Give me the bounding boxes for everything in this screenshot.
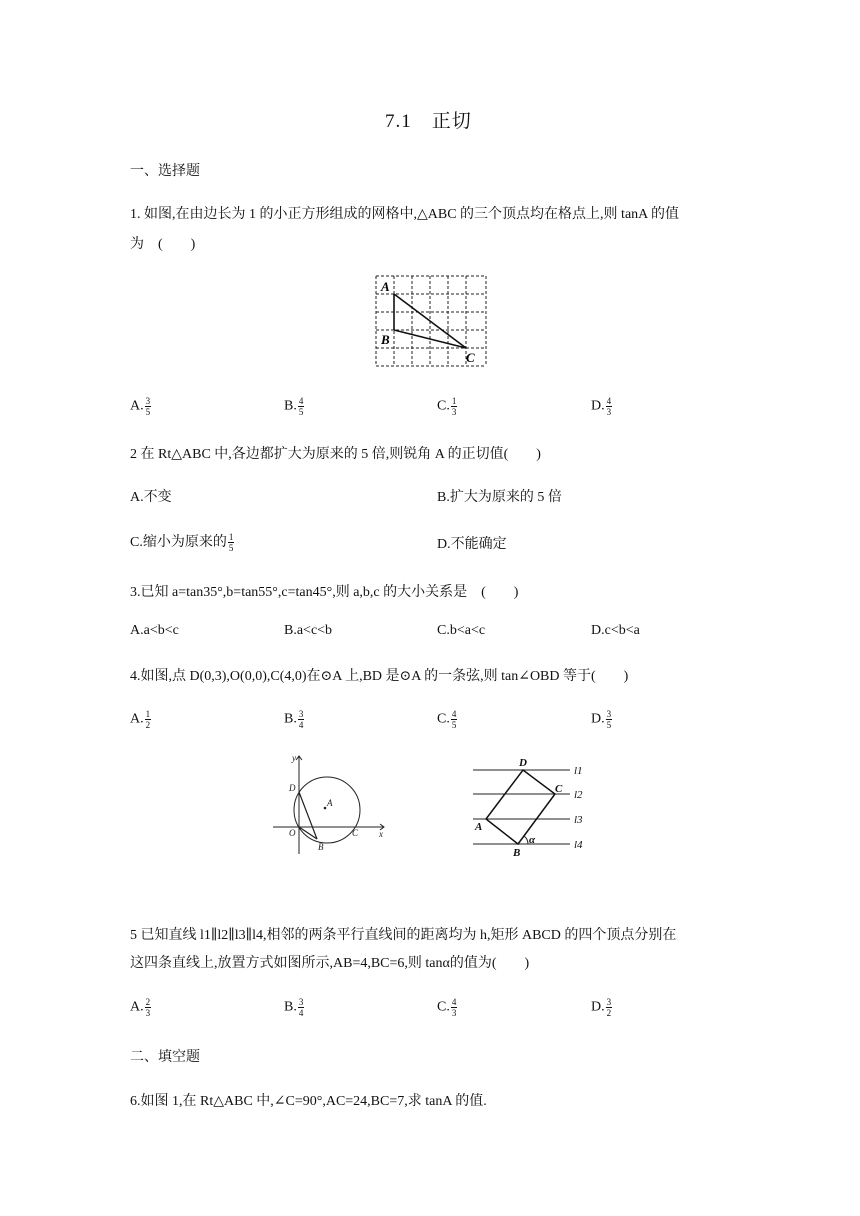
- q5-stem-line2: 这四条直线上,放置方式如图所示,AB=4,BC=6,则 tanα的值为( ): [130, 956, 530, 971]
- q2-option-d: D.不能确定: [437, 537, 507, 552]
- q3-option-a: A.a<b<c: [130, 623, 179, 638]
- q1-option-c: C. $\frac{1}{3}$: [437, 396, 457, 417]
- q5-label-d: D: [519, 757, 527, 769]
- q1-stem-line2: 为 ( ): [130, 237, 196, 252]
- q5-option-b: B. $\frac{3}{4}$: [284, 997, 304, 1018]
- q2-option-a: A.不变: [130, 490, 172, 505]
- q4-circle-figure: [270, 752, 390, 862]
- q4-label-o: O: [289, 828, 296, 838]
- q5-label-l1: l1: [574, 765, 583, 777]
- q4-stem: 4.如图,点 D(0,3),O(0,0),C(4,0)在⊙A 上,BD 是⊙A 的一条弦,则 tan∠OBD 等于( ): [130, 669, 629, 684]
- q1-label-b: B: [381, 332, 390, 347]
- q4-label-a: A: [327, 798, 333, 808]
- q5-label-alpha: α: [529, 834, 536, 846]
- q6-stem: 6.如图 1,在 Rt△ABC 中,∠C=90°,AC=24,BC=7,求 tanA 的值.: [130, 1094, 487, 1109]
- q5-parallel-lines-figure: [468, 752, 598, 862]
- q4-option-b: B. $\frac{3}{4}$: [284, 709, 304, 730]
- q1-grid-figure: [372, 272, 490, 370]
- q1-stem-line1: 1. 如图,在由边长为 1 的小正方形组成的网格中,△ABC 的三个顶点均在格点上,则 tanA 的值: [130, 207, 679, 222]
- q4-label-d: D: [289, 783, 296, 793]
- section-heading-choice: 一、选择题: [130, 164, 200, 179]
- q5-stem-line1: 5 已知直线 l1∥l2∥l3∥l4,相邻的两条平行直线间的距离均为 h,矩形 ABCD 的四个顶点分别在: [130, 928, 677, 943]
- q5-label-c: C: [555, 783, 563, 795]
- q4-option-d: D. $\frac{3}{5}$: [591, 709, 612, 730]
- q5-label-l4: l4: [574, 839, 583, 851]
- q1-label-a: A: [381, 279, 390, 294]
- q5-label-l3: l3: [574, 814, 583, 826]
- q5-option-c: C. $\frac{4}{3}$: [437, 997, 457, 1018]
- q3-option-b: B.a<c<b: [284, 623, 333, 638]
- q2-option-c: C.缩小为原来的 $\frac{1}{5}$: [130, 532, 234, 554]
- q4-option-c: C. $\frac{4}{5}$: [437, 709, 457, 730]
- q1-option-b: B. $\frac{4}{5}$: [284, 396, 304, 417]
- q5-label-a: A: [475, 821, 483, 833]
- q4-option-a: A. $\frac{1}{2}$: [130, 709, 151, 730]
- q4-label-c: C: [352, 828, 359, 838]
- q4-label-y: y: [292, 753, 296, 763]
- q5-option-a: A. $\frac{2}{3}$: [130, 997, 151, 1018]
- q2-option-b: B.扩大为原来的 5 倍: [437, 490, 562, 505]
- q1-label-c: C: [466, 350, 475, 365]
- q5-label-b: B: [513, 847, 521, 859]
- page-title: 7.1 正切: [385, 111, 472, 132]
- q3-option-c: C.b<a<c: [437, 623, 486, 638]
- q3-stem: 3.已知 a=tan35°,b=tan55°,c=tan45°,则 a,b,c 的大小关系是 ( ): [130, 585, 519, 600]
- section-heading-fill: 二、填空题: [130, 1050, 200, 1065]
- q3-option-d: D.c<b<a: [591, 623, 640, 638]
- q1-option-a: A. $\frac{3}{5}$: [130, 396, 151, 417]
- q1-option-d: D. $\frac{4}{3}$: [591, 396, 612, 417]
- q4-label-x: x: [379, 829, 383, 839]
- circle-a: [294, 777, 360, 843]
- q5-label-l2: l2: [574, 789, 583, 801]
- q5-option-d: D. $\frac{3}{2}$: [591, 997, 612, 1018]
- q2-stem: 2 在 Rt△ABC 中,各边都扩大为原来的 5 倍,则锐角 A 的正切值( ): [130, 447, 541, 462]
- rectangle-abcd: [486, 770, 555, 844]
- q4-label-b: B: [318, 842, 324, 852]
